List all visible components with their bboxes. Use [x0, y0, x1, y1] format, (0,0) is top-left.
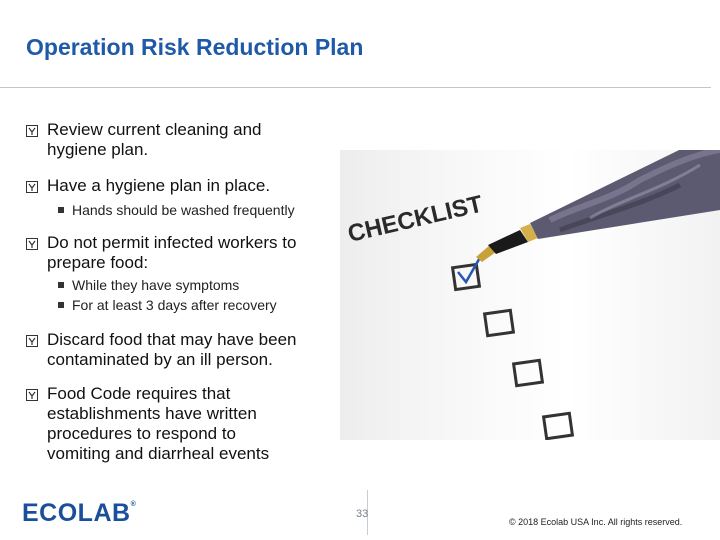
copyright-notice: © 2018 Ecolab USA Inc. All rights reserved.	[509, 517, 683, 527]
square-bullet-icon	[58, 302, 64, 308]
y-bullet-icon	[26, 120, 47, 160]
sub-bullet-item	[58, 296, 277, 314]
bullet-item	[26, 120, 262, 160]
checklist-pen-image	[340, 150, 720, 440]
sub-bullet-text: Hands should be washed frequently	[72, 202, 295, 218]
y-bullet-icon	[26, 176, 47, 198]
bullet-line: hygiene plan.	[47, 140, 149, 159]
ecolab-logo	[22, 499, 136, 528]
y-bullet-icon	[26, 330, 47, 370]
sub-bullet-text: While they have symptoms	[72, 277, 240, 293]
bullet-line: Have a hygiene plan in place.	[47, 176, 271, 195]
bullet-line: prepare food:	[47, 253, 149, 272]
checkboxes	[453, 264, 573, 438]
title-divider	[0, 87, 711, 88]
checklist-word: CHECKLIST	[345, 190, 486, 248]
fountain-pen	[476, 150, 720, 262]
bullet-line: vomiting and diarrheal events	[47, 444, 270, 463]
checkbox-empty	[544, 413, 573, 438]
square-bullet-icon	[58, 207, 64, 213]
checkbox-empty	[485, 310, 514, 335]
slide-title: Operation Risk Reduction Plan	[26, 34, 364, 60]
bullet-line: contaminated by an ill person.	[47, 350, 273, 369]
page-number: 33	[356, 508, 369, 520]
logo-registered-mark: ®	[130, 501, 137, 508]
checklist-illustration	[340, 150, 720, 440]
bullet-item	[26, 330, 296, 370]
bullet-item	[26, 384, 269, 464]
y-bullet-icon	[26, 233, 47, 273]
checkbox-checked	[453, 264, 480, 289]
sub-bullet-item	[58, 276, 239, 294]
y-bullet-icon	[26, 384, 47, 464]
bullet-line: Discard food that may have been	[47, 330, 297, 349]
bullet-item	[26, 176, 270, 198]
bullet-line: Review current cleaning and	[47, 120, 262, 139]
sub-bullet-text: For at least 3 days after recovery	[72, 297, 277, 313]
square-bullet-icon	[58, 282, 64, 288]
sub-bullet-item	[58, 201, 295, 219]
bullet-line: establishments have written	[47, 404, 257, 423]
bullet-line: Do not permit infected workers to	[47, 233, 297, 252]
logo-text: ECOLAB	[22, 499, 131, 527]
bullet-line: Food Code requires that	[47, 384, 231, 403]
checkbox-empty	[514, 360, 543, 385]
bullet-line: procedures to respond to	[47, 424, 237, 443]
bullet-item	[26, 233, 296, 273]
